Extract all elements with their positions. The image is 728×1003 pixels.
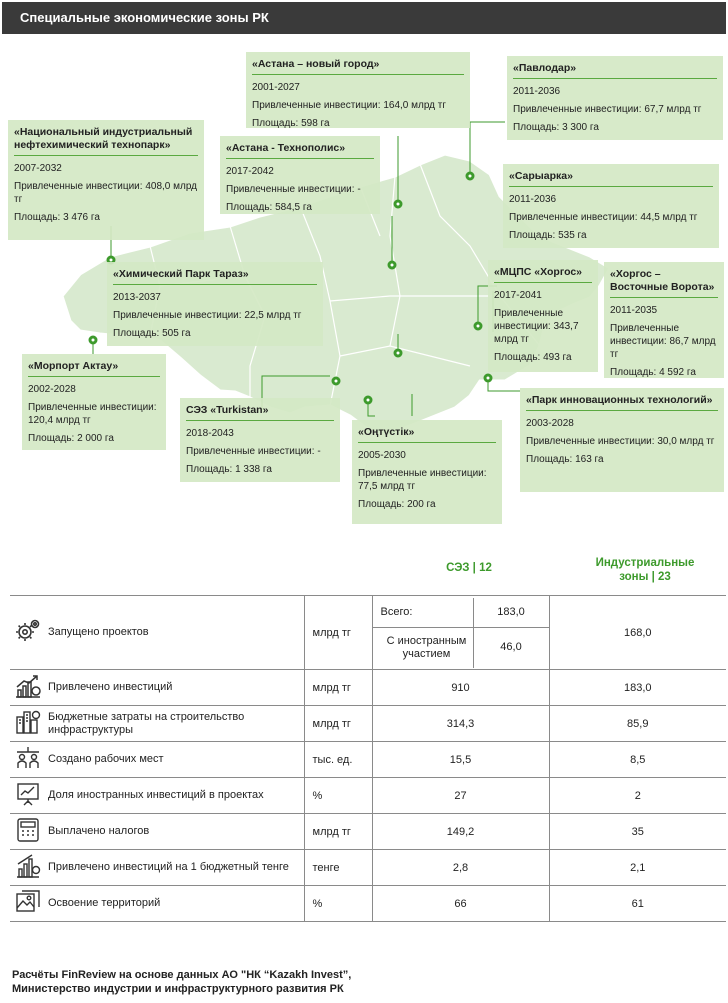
zone-area: Площадь: 163 га — [526, 454, 604, 465]
sez-total-value: 183,0 — [473, 598, 549, 628]
zone-area: Площадь: 505 га — [113, 328, 191, 339]
iz-value: 61 — [549, 886, 726, 922]
row-unit: тенге — [304, 850, 372, 886]
table-row — [10, 886, 726, 922]
zone-name: «Астана - Технополис» — [226, 142, 374, 159]
row-label: Создано рабочих мест — [46, 742, 304, 778]
zone-years: 2011-2036 — [513, 86, 561, 97]
source-line-2: Министерство индустрии и инфраструктурного развития РК — [12, 983, 344, 995]
zone-area: Площадь: 535 га — [509, 230, 587, 241]
zone-name: «Морпорт Актау» — [28, 360, 160, 377]
sez-value: 314,3 — [372, 706, 549, 742]
zone-investment: Привлеченные инвестиции: 164,0 млрд тг — [252, 100, 447, 111]
zone-card-turkistan — [180, 398, 340, 482]
zone-area: Площадь: 200 га — [358, 499, 436, 510]
growth-chart-coin-icon — [10, 670, 46, 706]
zone-area: Площадь: 3 476 га — [14, 212, 100, 223]
zone-area: Площадь: 584,5 га — [226, 202, 312, 213]
zone-area: Площадь: 598 га — [252, 118, 330, 129]
zone-area: Площадь: 1 338 га — [186, 464, 272, 475]
zone-investment: Привлеченные инвестиции: 86,7 млрд тг — [610, 323, 716, 360]
table-row — [10, 814, 726, 850]
iz-value: 8,5 — [549, 742, 726, 778]
row-label: Доля иностранных инвестиций в проектах — [46, 778, 304, 814]
zone-card-ontustik — [352, 420, 502, 524]
zone-years: 2011-2035 — [610, 305, 658, 316]
iz-value: 183,0 — [549, 670, 726, 706]
row-unit: млрд тг — [304, 706, 372, 742]
zone-investment: Привлеченные инвестиции: 67,7 млрд тг — [513, 104, 702, 115]
zone-years: 2011-2036 — [509, 194, 557, 205]
zone-card-seaport-aktau — [22, 354, 166, 450]
row-unit: млрд тг — [304, 670, 372, 706]
zone-investment: Привлеченные инвестиции: 408,0 млрд тг — [14, 181, 197, 205]
table-row — [10, 850, 726, 886]
zone-card-saryarka — [503, 164, 719, 248]
row-unit: тыс. ед. — [304, 742, 372, 778]
zone-years: 2005-2030 — [358, 450, 406, 461]
iz-value: 85,9 — [549, 706, 726, 742]
table-row — [10, 706, 726, 742]
zone-investment: Привлеченные инвестиции: - — [186, 446, 321, 457]
zone-area: Площадь: 2 000 га — [28, 433, 114, 444]
zone-years: 2017-2041 — [494, 290, 542, 301]
zone-card-pavlodar — [507, 56, 723, 140]
zone-investment: Привлеченные инвестиции: 77,5 млрд тг — [358, 468, 487, 492]
column-header-industrial-zones: Индустриальные зоны | 23 — [595, 557, 695, 583]
sez-value: 2,8 — [372, 850, 549, 886]
table-row — [10, 778, 726, 814]
iz-value: 2,1 — [549, 850, 726, 886]
iz-value: 35 — [549, 814, 726, 850]
zone-card-astana-technopolis — [220, 136, 380, 214]
zone-name: «Химический Парк Тараз» — [113, 268, 317, 285]
zone-years: 2013-2037 — [113, 292, 161, 303]
sez-split-cell — [372, 596, 549, 670]
row-label: Привлечено инвестиций — [46, 670, 304, 706]
row-label: Привлечено инвестиций на 1 бюджетный тенге — [46, 850, 304, 886]
zone-card-innovation-park — [520, 388, 724, 492]
zone-years: 2003-2028 — [526, 418, 574, 429]
zone-years: 2001-2027 — [252, 82, 300, 93]
row-unit: % — [304, 778, 372, 814]
sez-value: 15,5 — [372, 742, 549, 778]
table-row — [10, 596, 726, 670]
row-label: Запущено проектов — [46, 596, 304, 670]
statistics-table — [10, 595, 726, 922]
workers-icon — [10, 742, 46, 778]
zone-name: СЭЗ «Turkistan» — [186, 404, 334, 421]
calculator-coins-icon — [10, 814, 46, 850]
column-header-sez: СЭЗ | 12 — [446, 562, 492, 574]
zone-card-khorgos-east-gate — [604, 262, 724, 378]
sez-foreign-label: С иностранным участием — [386, 634, 467, 660]
row-unit: млрд тг — [304, 814, 372, 850]
zone-name: «МЦПС «Хоргос» — [494, 266, 592, 283]
iz-value: 168,0 — [549, 596, 726, 670]
zone-investment: Привлеченные инвестиции: - — [226, 184, 361, 195]
gears-icon — [10, 596, 46, 670]
zone-card-astana-new-city — [246, 52, 470, 128]
sez-value: 910 — [372, 670, 549, 706]
zone-name: «Астана – новый город» — [252, 58, 464, 75]
sez-foreign-value: 46,0 — [473, 628, 549, 668]
table-row — [10, 742, 726, 778]
zone-investment: Привлеченные инвестиции: 30,0 млрд тг — [526, 436, 715, 447]
row-label: Выплачено налогов — [46, 814, 304, 850]
page-title-bar — [2, 2, 726, 34]
zone-years: 2007-2032 — [14, 163, 62, 174]
page-title: Специальные экономические зоны РК — [20, 10, 269, 25]
zone-years: 2017-2042 — [226, 166, 274, 177]
zone-card-khorgos-icbc — [488, 260, 598, 372]
bar-chart-coin-icon — [10, 850, 46, 886]
zone-investment: Привлеченные инвестиции: 22,5 млрд тг — [113, 310, 302, 321]
zone-investment: Привлеченные инвестиции: 44,5 млрд тг — [509, 212, 698, 223]
zone-name: «Сарыарка» — [509, 170, 713, 187]
zone-card-petrochemical-technopark — [8, 120, 204, 240]
zone-card-chemical-park-taraz — [107, 262, 323, 346]
sez-value: 149,2 — [372, 814, 549, 850]
sez-value: 27 — [372, 778, 549, 814]
zone-investment: Привлеченные инвестиции: 343,7 млрд тг — [494, 308, 579, 345]
source-line-1: Расчёты FinReview на основе данных АО "НК “Kazakh Invest”, — [12, 969, 352, 981]
city-coins-icon — [10, 706, 46, 742]
zone-area: Площадь: 4 592 га — [610, 367, 696, 378]
table-row — [10, 670, 726, 706]
zone-area: Площадь: 3 300 га — [513, 122, 599, 133]
sez-value: 66 — [372, 886, 549, 922]
zone-years: 2018-2043 — [186, 428, 234, 439]
iz-value: 2 — [549, 778, 726, 814]
zone-name: «Национальный индустриальный нефтехимический технопарк» — [14, 126, 198, 156]
sez-total-label: Всего: — [373, 598, 473, 628]
row-unit: млрд тг — [304, 596, 372, 670]
zone-name: «Павлодар» — [513, 62, 717, 79]
zone-investment: Привлеченные инвестиции: 120,4 млрд тг — [28, 402, 157, 426]
source-footer — [12, 968, 351, 996]
landscape-documents-icon — [10, 886, 46, 922]
row-label: Освоение территорий — [46, 886, 304, 922]
row-unit: % — [304, 886, 372, 922]
row-label: Бюджетные затраты на строительство инфраструктуры — [46, 706, 304, 742]
zone-name: «Хоргос – Восточные Ворота» — [610, 268, 718, 298]
presentation-board-icon — [10, 778, 46, 814]
zone-name: «Парк инновационных технологий» — [526, 394, 718, 411]
zone-area: Площадь: 493 га — [494, 352, 572, 363]
zone-name: «Оңтүстік» — [358, 426, 496, 443]
zone-years: 2002-2028 — [28, 384, 76, 395]
